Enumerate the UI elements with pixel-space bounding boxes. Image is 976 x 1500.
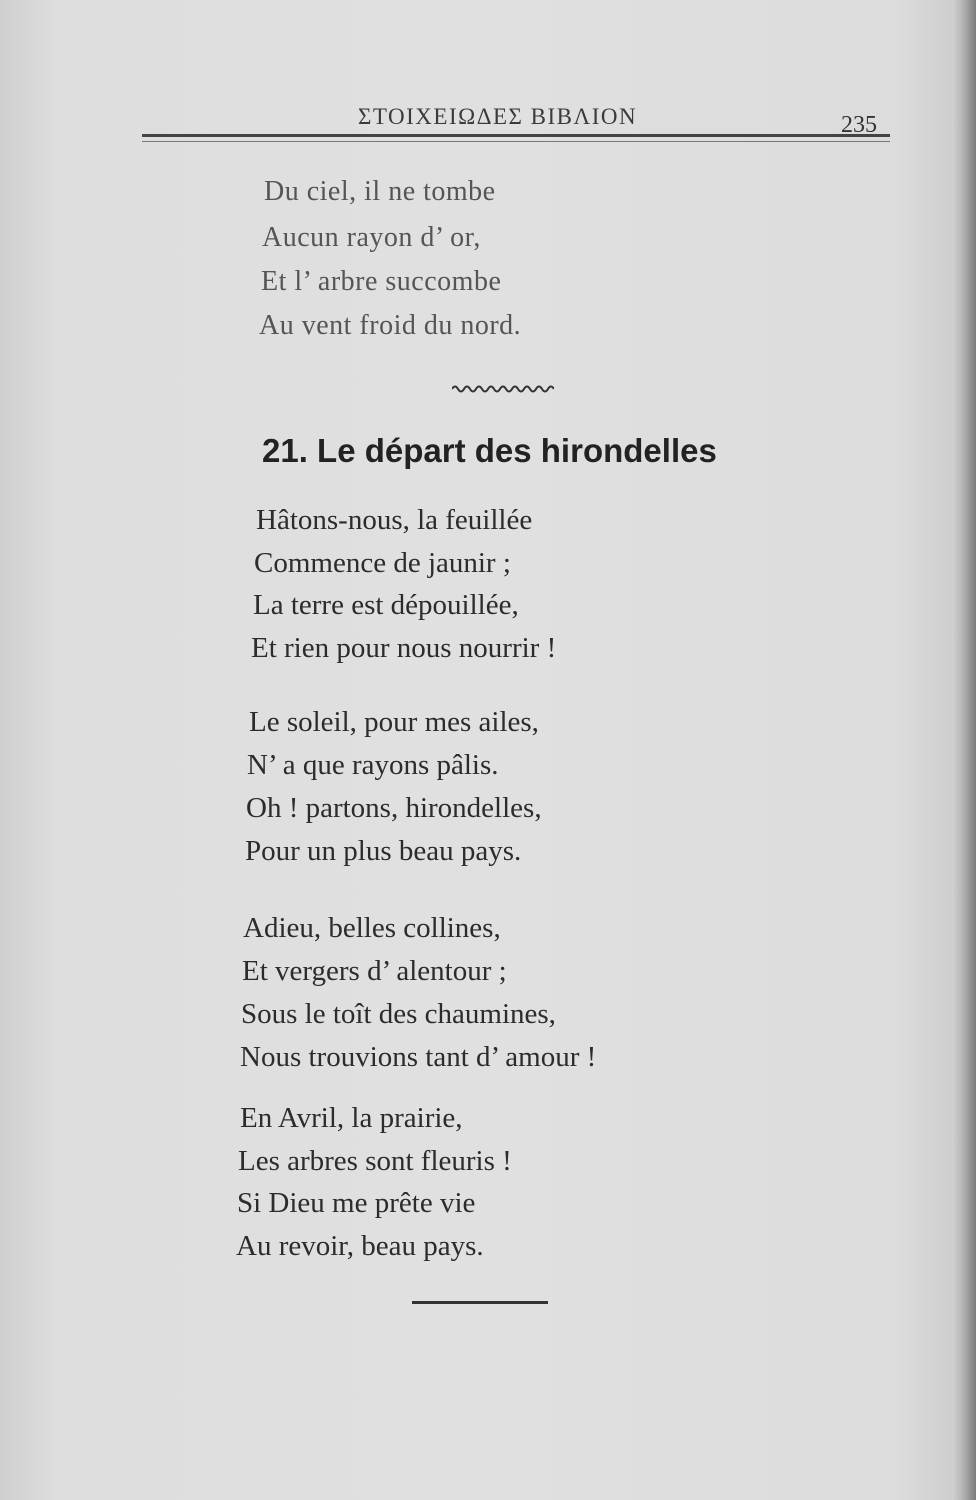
verse-line: Oh ! partons, hirondelles, (246, 792, 542, 824)
verse-line: Et vergers d’ alentour ; (242, 955, 507, 987)
verse-line: Si Dieu me prête vie (237, 1187, 476, 1219)
section-divider-ornament (452, 382, 554, 396)
previous-poem-line: Du ciel, il ne tombe (264, 176, 496, 207)
verse-line: Nous trouvions tant d’ amour ! (240, 1041, 597, 1073)
previous-poem-line: Et l’ arbre succombe (261, 266, 502, 297)
header-rule (142, 134, 890, 137)
previous-poem-line: Aucun rayon d’ or, (262, 222, 481, 253)
page-number: 235 (841, 112, 877, 138)
previous-poem-line: Au vent froid du nord. (259, 310, 522, 341)
verse-line: Commence de jaunir ; (254, 547, 511, 579)
poem-title: 21. Le départ des hirondelles (262, 432, 717, 469)
verse-line: Sous le toît des chaumines, (241, 998, 556, 1030)
verse-line: Le soleil, pour mes ailes, (249, 706, 539, 738)
verse-line: Au revoir, beau pays. (236, 1230, 484, 1262)
verse-line: Les arbres sont fleuris ! (238, 1145, 512, 1177)
header-rule-thin (142, 141, 890, 142)
verse-line: La terre est dépouillée, (253, 589, 519, 621)
verse-line: Et rien pour nous nourrir ! (251, 632, 557, 664)
verse-line: N’ a que rayons pâlis. (247, 749, 499, 781)
verse-line: Adieu, belles collines, (243, 912, 501, 944)
end-rule (412, 1301, 548, 1304)
verse-line: En Avril, la prairie, (240, 1102, 463, 1134)
verse-line: Hâtons-nous, la feuillée (256, 504, 533, 536)
page-edge-shadow (952, 0, 976, 1500)
running-head: ΣΤΟΙΧΕΙΩΔΕΣ ΒΙΒΛΙΟΝ (358, 104, 638, 129)
verse-line: Pour un plus beau pays. (245, 835, 522, 867)
